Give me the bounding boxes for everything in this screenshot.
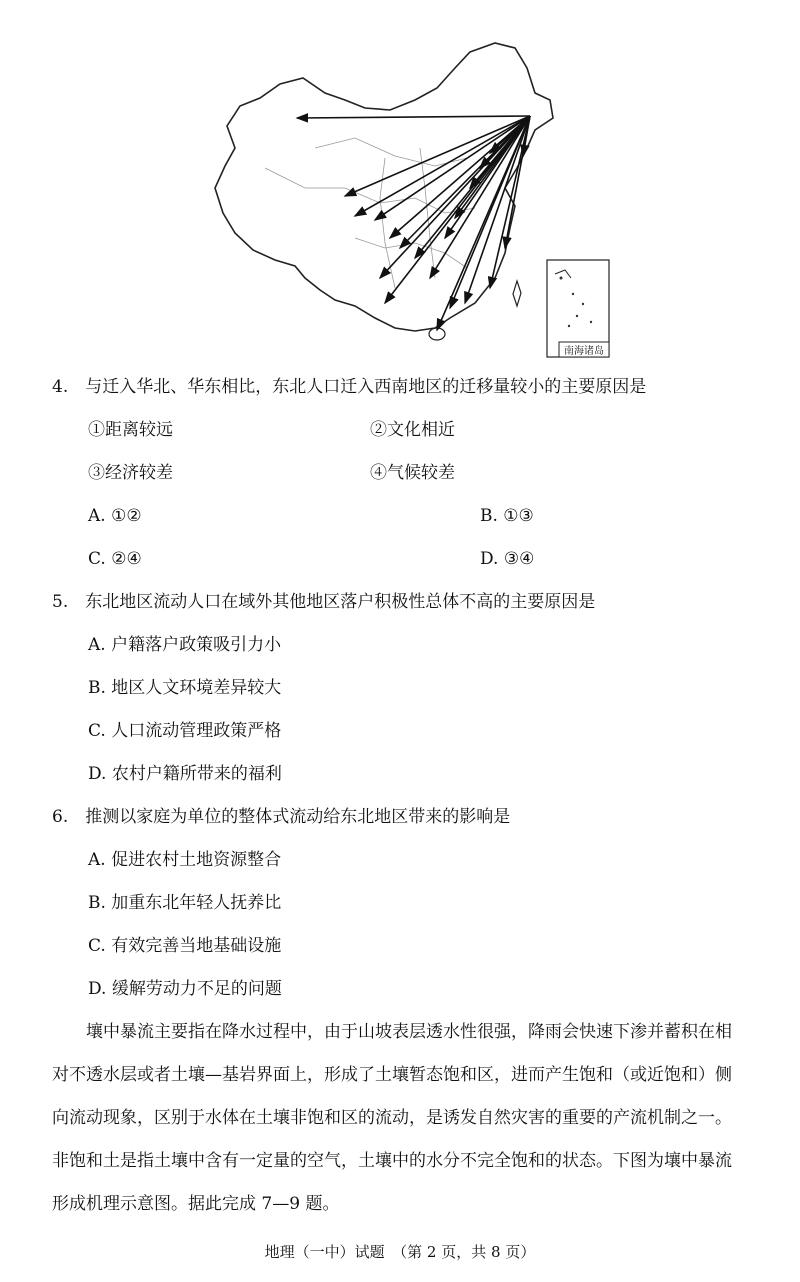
q5-stem: 5. 东北地区流动人口在域外其他地区落户积极性总体不高的主要原因是 bbox=[52, 592, 596, 612]
south-china-sea-inset bbox=[547, 260, 609, 357]
inset-label: 南海诸岛 bbox=[564, 346, 604, 357]
q6-option-d[interactable]: D. 缓解劳动力不足的问题 bbox=[88, 979, 282, 999]
page-footer: 地理（一中）试题 （第 2 页，共 8 页） bbox=[264, 1243, 536, 1261]
q5-option-c[interactable]: C. 人口流动管理政策严格 bbox=[88, 721, 282, 741]
q6-stem: 6. 推测以家庭为单位的整体式流动给东北地区带来的影响是 bbox=[52, 807, 511, 827]
q4-option-d[interactable]: D. ③④ bbox=[480, 549, 535, 569]
q5-option-a[interactable]: A. 户籍落户政策吸引力小 bbox=[88, 635, 282, 655]
migration-map bbox=[205, 38, 615, 363]
q6-option-a[interactable]: A. 促进农村土地资源整合 bbox=[88, 850, 282, 870]
passage-line: 形成机理示意图。据此完成 7—9 题。 bbox=[52, 1194, 340, 1214]
q4-item-4: ④气候较差 bbox=[370, 463, 455, 483]
q4-option-a[interactable]: A. ①② bbox=[88, 506, 142, 526]
q4-item-2: ②文化相近 bbox=[370, 420, 455, 440]
q4-item-3: ③经济较差 bbox=[88, 463, 173, 483]
q6-option-c[interactable]: C. 有效完善当地基础设施 bbox=[88, 936, 282, 956]
q4-option-c[interactable]: C. ②④ bbox=[88, 549, 142, 569]
passage-line: 非饱和土是指土壤中含有一定量的空气，土壤中的水分不完全饱和的状态。下图为壤中暴流 bbox=[52, 1151, 732, 1171]
q4-stem: 4. 与迁入华北、华东相比，东北人口迁入西南地区的迁移量较小的主要原因是 bbox=[52, 377, 647, 397]
q5-option-b[interactable]: B. 地区人文环境差异较大 bbox=[88, 678, 282, 698]
q5-option-d[interactable]: D. 农村户籍所带来的福利 bbox=[88, 764, 282, 784]
passage-line: 向流动现象，区别于水体在土壤非饱和区的流动，是诱发自然灾害的重要的产流机制之一。 bbox=[52, 1108, 732, 1128]
passage-line: 壤中暴流主要指在降水过程中，由于山坡表层透水性很强，降雨会快速下渗并蓄积在相 bbox=[52, 1022, 732, 1042]
q4-option-b[interactable]: B. ①③ bbox=[480, 506, 534, 526]
q4-item-1: ①距离较远 bbox=[88, 420, 173, 440]
china-outline bbox=[215, 43, 553, 331]
passage-line: 对不透水层或者土壤—基岩界面上，形成了土壤暂态饱和区，进而产生饱和（或近饱和）侧 bbox=[52, 1065, 732, 1085]
q6-option-b[interactable]: B. 加重东北年轻人抚养比 bbox=[88, 893, 282, 913]
